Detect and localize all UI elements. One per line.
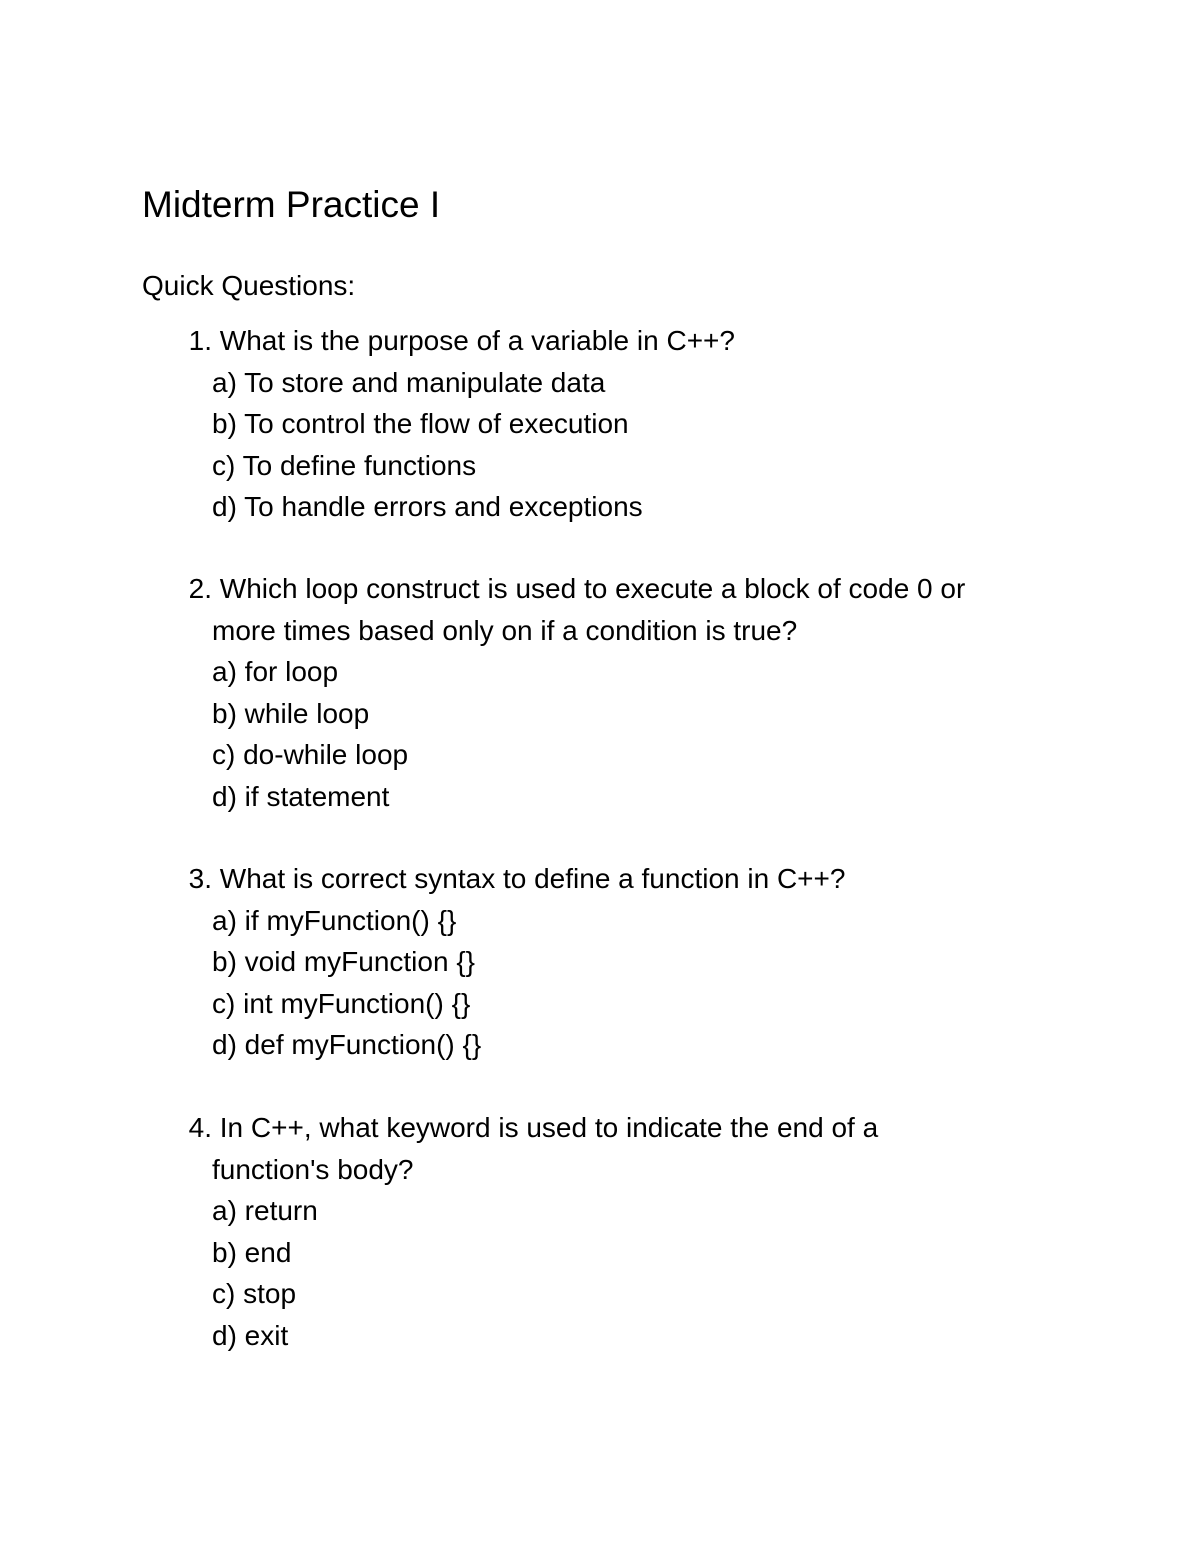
question-number: 1. [188, 325, 212, 356]
question-text-line [142, 1107, 1072, 1149]
question-4 [142, 1107, 1072, 1356]
answer-option: b) end [212, 1236, 292, 1268]
answer-option: a) if myFunction() {} [212, 904, 457, 936]
question-number: 3. [188, 863, 212, 894]
question-text: What is the purpose of a variable in C++? [219, 325, 735, 356]
answer-option: c) int myFunction() {} [212, 987, 471, 1019]
answer-option: c) do-while loop [212, 739, 409, 770]
question-text: Which loop construct is used to execute a block of code 0 or [219, 573, 966, 604]
question-text-line [142, 320, 1072, 362]
answer-option: a) for loop [212, 656, 339, 687]
answer-option: a) To store and manipulate data [212, 366, 606, 398]
answer-option: d) To handle errors and exceptions [212, 491, 643, 522]
question-3 [142, 858, 1072, 1066]
answer-option: b) while loop [212, 697, 370, 729]
answer-option: d) exit [212, 1319, 289, 1351]
question-1 [142, 320, 1072, 528]
section-heading: Quick Questions: [142, 270, 356, 301]
answer-option: d) def myFunction() {} [212, 1029, 482, 1060]
answer-option: c) To define functions [212, 449, 477, 481]
answer-option: d) if statement [212, 780, 390, 812]
answer-option: c) stop [212, 1278, 297, 1309]
answer-option: b) void myFunction {} [212, 946, 476, 977]
question-text-continuation: function's body? [212, 1153, 414, 1185]
page-title: Midterm Practice I [142, 184, 441, 225]
question-number: 4. [188, 1112, 212, 1143]
answer-option: a) return [212, 1195, 318, 1226]
question-text-line [142, 568, 1072, 610]
question-text-continuation: more times based only on if a condition is true? [212, 614, 798, 646]
answer-option: b) To control the flow of execution [212, 408, 629, 439]
question-2 [142, 568, 1072, 817]
question-text-line [142, 858, 1072, 900]
question-text: In C++, what keyword is used to indicate the end of a [219, 1112, 879, 1143]
question-text: What is correct syntax to define a function in C++? [219, 863, 846, 894]
question-number: 2. [188, 573, 212, 604]
